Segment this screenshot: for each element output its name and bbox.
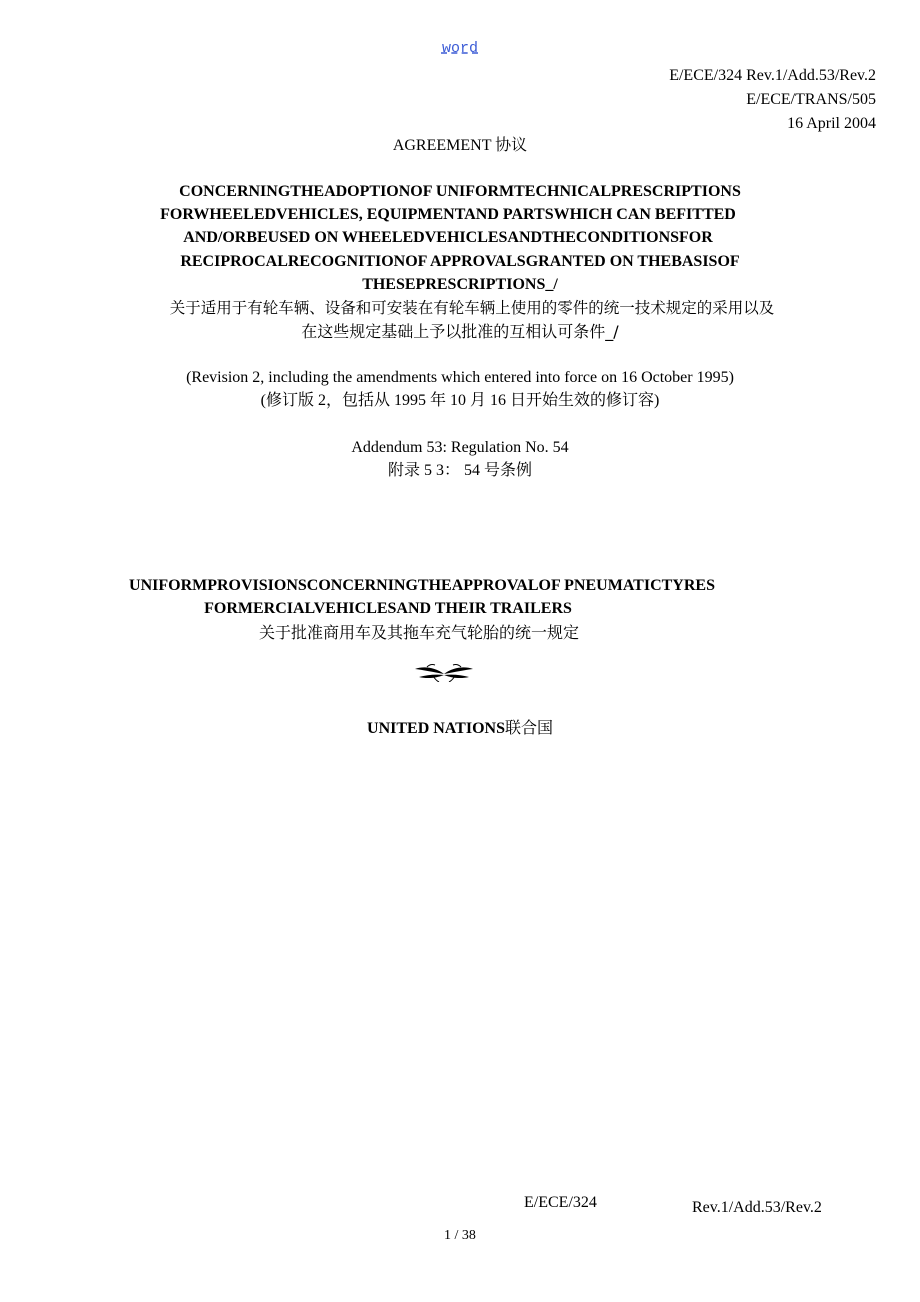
provisions-title-line-1: UNIFORMPROVISIONSCONCERNINGTHEAPPROVALOF PNEUMATICTYRES <box>129 577 715 594</box>
document-symbol: E/ECE/324 Rev.1/Add.53/Rev.2 <box>669 67 876 84</box>
concerning-line-2: FORWHEELEDVEHICLES, EQUIPMENTAND PARTSWHICH CAN BEFITTED <box>160 206 736 223</box>
document-symbol-secondary: E/ECE/TRANS/505 <box>746 91 876 108</box>
revision-note: (Revision 2, including the amendments which entered into force on 16 October 1995) <box>186 369 734 386</box>
footer-document-code: E/ECE/324 <box>524 1194 597 1211</box>
concerning-line-5: THESEPRESCRIPTIONS_/ <box>362 276 558 293</box>
organization-name-zh: 联合国 <box>504 718 553 737</box>
header-word-link[interactable]: word <box>441 40 478 57</box>
provisions-title-zh: 关于批准商用车及其拖车充气轮胎的统一规定 <box>258 623 579 642</box>
concerning-line-4: RECIPROCALRECOGNITIONOF APPROVALSGRANTED ON THEBASISOF <box>180 253 740 270</box>
un-laurel-emblem-icon <box>413 662 475 682</box>
addendum-title-zh: 附录 5 3： 54 号条例 <box>387 462 532 479</box>
concerning-zh-line-1: 关于适用于有轮车辆、设备和可安装在有轮车辆上使用的零件的统一技术规定的采用以及 <box>169 299 775 317</box>
concerning-line-1: CONCERNINGTHEADOPTIONOF UNIFORMTECHNICALPRESCRIPTIONS <box>179 183 741 200</box>
provisions-title-line-2: FORMERCIALVEHICLESAND THEIR TRAILERS <box>204 600 572 617</box>
document-date: 16 April 2004 <box>787 115 876 132</box>
organization-name-en: UNITED NATIONS <box>367 720 505 737</box>
addendum-title: Addendum 53: Regulation No. 54 <box>351 439 569 456</box>
concerning-line-3: AND/ORBEUSED ON WHEELEDVEHICLESANDTHECONDITIONSFOR <box>183 229 713 246</box>
footer-revision-code: Rev.1/Add.53/Rev.2 <box>692 1199 822 1216</box>
agreement-heading: AGREEMENT 协议 <box>392 137 528 154</box>
document-reference-block <box>669 64 876 136</box>
revision-note-zh: (修订版 2，包括从 1995 年 10 月 16 日开始生效的修订容) <box>260 392 660 409</box>
page-number: 1 / 38 <box>444 1228 476 1243</box>
organization-name <box>0 716 920 740</box>
concerning-zh-line-2: 在这些规定基础上予以批准的互相认可条件_/ <box>301 322 619 341</box>
